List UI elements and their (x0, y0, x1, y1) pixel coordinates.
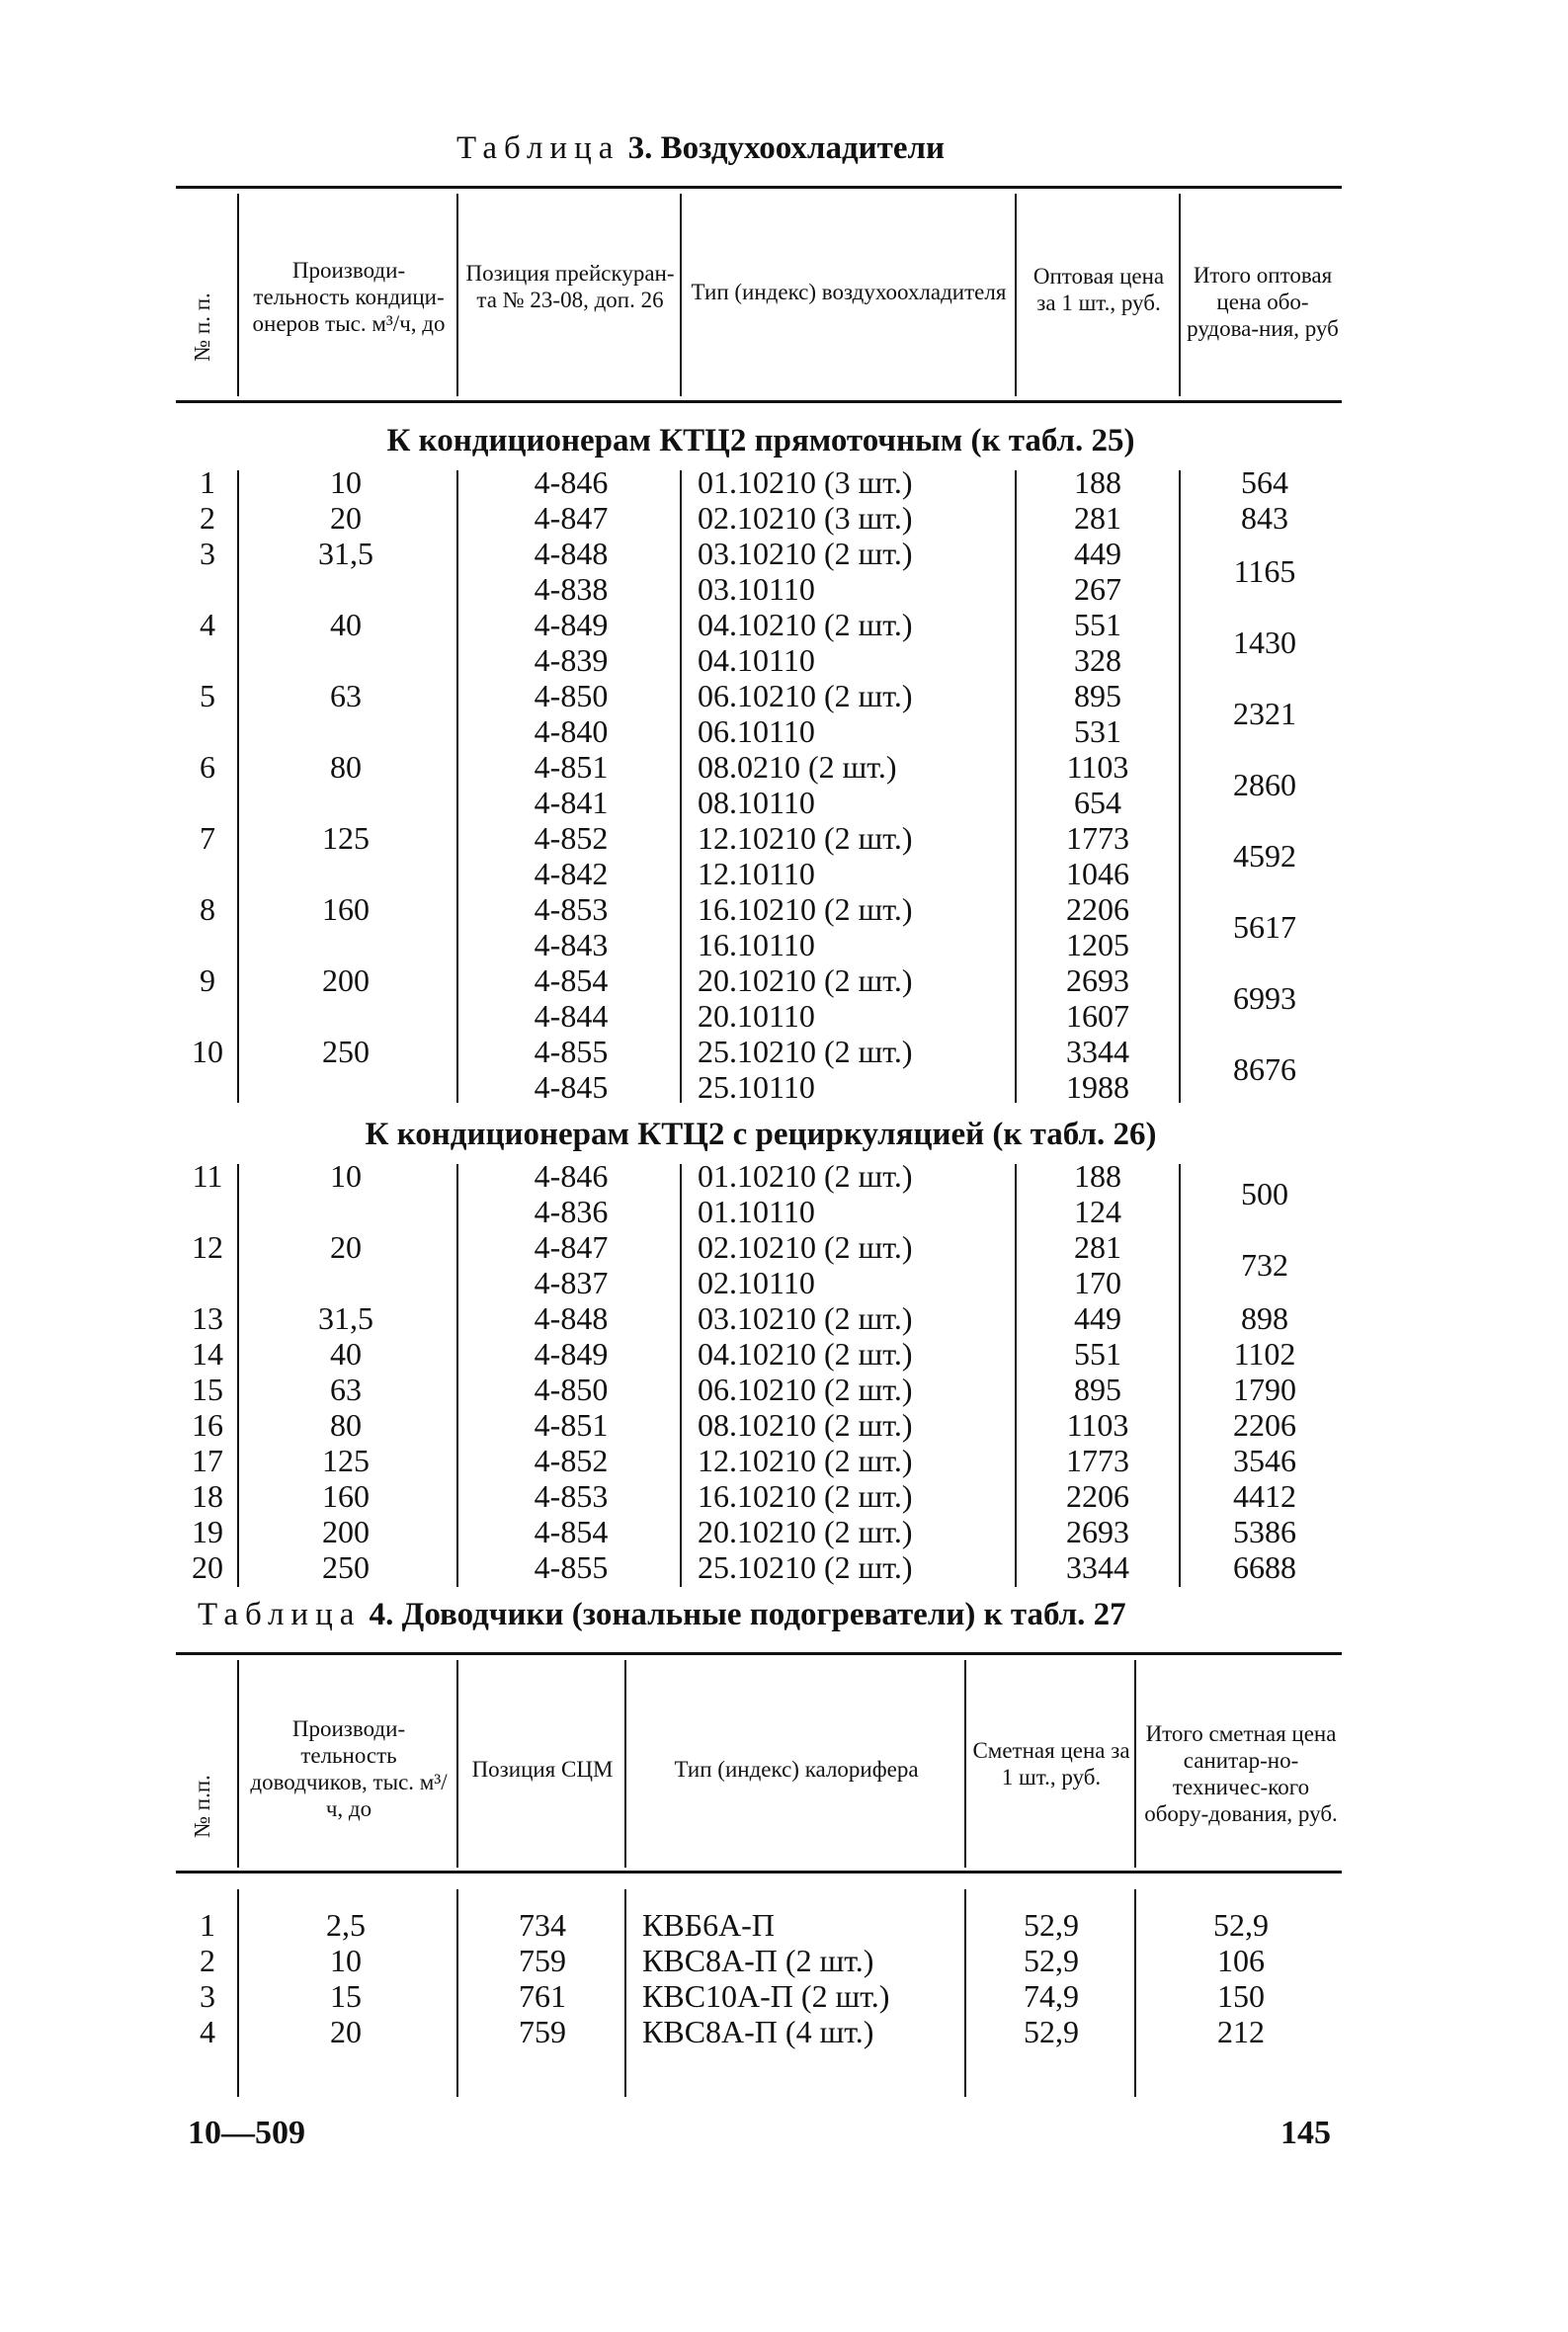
position-cell: 4-853 (534, 1478, 609, 1514)
table3-header-rule (176, 400, 1342, 403)
capacity-cell: 80 (330, 1407, 362, 1443)
total-cell: 898 (1241, 1300, 1288, 1336)
position-cell: 4-855 (534, 1549, 609, 1585)
type-cell: 08.10110 (698, 785, 815, 820)
table3-header-divider (456, 194, 458, 396)
position-cell: 4-843 (534, 927, 609, 962)
position-cell: 759 (519, 1943, 566, 1978)
table4-header-rule (176, 1871, 1342, 1874)
price-cell: 895 (1074, 1372, 1121, 1407)
table3-caption-title: 3. Воздухоохладители (627, 130, 946, 166)
position-cell: 4-850 (534, 678, 609, 713)
total-cell: 106 (1217, 1943, 1265, 1978)
type-cell: 16.10110 (698, 927, 815, 962)
table3-column-divider (237, 1164, 239, 1587)
table4-header-divider (1134, 1660, 1136, 1868)
table4-caption (198, 1597, 1126, 1633)
table4-top-rule (176, 1652, 1342, 1655)
price-cell: 2693 (1066, 1514, 1129, 1549)
position-cell: 4-855 (534, 1034, 609, 1069)
position-cell: 4-846 (534, 464, 609, 500)
capacity-cell: 125 (322, 820, 370, 856)
type-cell: 02.10210 (3 шт.) (698, 500, 913, 536)
price-cell: 281 (1074, 500, 1121, 536)
table3-top-rule (176, 186, 1342, 189)
row-number: 5 (200, 678, 215, 713)
type-cell: 06.10210 (2 шт.) (698, 678, 913, 713)
table3-header-price: Оптовая цена за 1 шт., руб. (1032, 264, 1165, 315)
capacity-cell: 200 (322, 962, 370, 998)
capacity-cell: 20 (330, 500, 362, 536)
capacity-cell: 63 (330, 1372, 362, 1407)
table4-header-num: № п.п. (190, 1775, 214, 1838)
position-cell: 4-844 (534, 998, 609, 1034)
table3-section1: К кондиционерам КТЦ2 прямоточным (к табл. 25) (386, 423, 1135, 458)
type-cell: 04.10110 (698, 642, 815, 678)
capacity-cell: 40 (330, 607, 362, 642)
price-cell: 1773 (1066, 1443, 1129, 1478)
table4-header-capacity: Производи-тельность доводчиков, тыс. м³/ч, до (250, 1716, 448, 1821)
type-cell: КВБ6А-П (642, 1907, 775, 1943)
price-cell: 328 (1074, 642, 1121, 678)
position-cell: 4-836 (534, 1194, 609, 1229)
type-cell: 20.10210 (2 шт.) (698, 1514, 913, 1549)
type-cell: 01.10210 (2 шт.) (698, 1158, 913, 1194)
type-cell: КВС8А-П (2 шт.) (642, 1943, 874, 1978)
total-cell: 52,9 (1213, 1907, 1269, 1943)
position-cell: 759 (519, 2014, 566, 2049)
total-cell: 2206 (1233, 1407, 1296, 1443)
capacity-cell: 160 (322, 1478, 370, 1514)
price-cell: 1607 (1066, 998, 1129, 1034)
position-cell: 4-842 (534, 856, 609, 891)
position-cell: 4-854 (534, 962, 609, 998)
position-cell: 4-847 (534, 1229, 609, 1265)
capacity-cell: 160 (322, 891, 370, 927)
position-cell: 4-849 (534, 607, 609, 642)
table4-header-price: Сметная цена за 1 шт., руб. (972, 1738, 1130, 1790)
type-cell: 01.10110 (698, 1194, 815, 1229)
price-cell: 3344 (1066, 1549, 1129, 1585)
row-number: 3 (200, 536, 215, 571)
total-cell: 4592 (1233, 838, 1296, 874)
table4-header-divider (964, 1660, 966, 1868)
table4-caption-title: 4. Доводчики (зональные подогреватели) к табл. 27 (369, 1597, 1126, 1632)
total-cell: 5617 (1233, 909, 1296, 945)
type-cell: 06.10210 (2 шт.) (698, 1372, 913, 1407)
total-cell: 564 (1241, 464, 1288, 500)
capacity-cell: 250 (322, 1549, 370, 1585)
table3-column-divider (1179, 1164, 1181, 1587)
type-cell: 03.10110 (698, 571, 815, 607)
total-cell: 150 (1217, 1978, 1265, 2014)
price-cell: 449 (1074, 1300, 1121, 1336)
total-cell: 8676 (1233, 1051, 1296, 1087)
capacity-cell: 80 (330, 749, 362, 785)
price-cell: 1103 (1066, 1407, 1129, 1443)
price-cell: 3344 (1066, 1034, 1129, 1069)
price-cell: 1046 (1066, 856, 1129, 891)
price-cell: 895 (1074, 678, 1121, 713)
row-number: 14 (192, 1336, 223, 1372)
capacity-cell: 31,5 (318, 536, 373, 571)
table4-caption-word: Таблица (198, 1597, 362, 1632)
row-number: 8 (200, 891, 215, 927)
capacity-cell: 20 (330, 2014, 362, 2049)
row-number: 4 (200, 607, 215, 642)
capacity-cell: 250 (322, 1034, 370, 1069)
price-cell: 1988 (1066, 1069, 1129, 1105)
type-cell: 02.10210 (2 шт.) (698, 1229, 913, 1265)
type-cell: 25.10210 (2 шт.) (698, 1034, 913, 1069)
total-cell: 212 (1217, 2014, 1265, 2049)
price-cell: 52,9 (1024, 2014, 1079, 2049)
capacity-cell: 125 (322, 1443, 370, 1478)
position-cell: 4-848 (534, 536, 609, 571)
row-number: 17 (192, 1443, 223, 1478)
table3-header-divider (1015, 194, 1017, 396)
total-cell: 3546 (1233, 1443, 1296, 1478)
type-cell: 12.10210 (2 шт.) (698, 1443, 913, 1478)
table4-header-total: Итого сметная цена санитар-но-техничес-кого обору-дования, руб. (1144, 1721, 1338, 1826)
price-cell: 551 (1074, 607, 1121, 642)
price-cell: 124 (1074, 1194, 1121, 1229)
capacity-cell: 10 (330, 1943, 362, 1978)
price-cell: 170 (1074, 1265, 1121, 1300)
total-cell: 1430 (1233, 625, 1296, 660)
table3-column-divider (1179, 470, 1181, 1103)
page-signature: 10—509 (188, 2115, 305, 2151)
position-cell: 4-852 (534, 1443, 609, 1478)
capacity-cell: 10 (330, 464, 362, 500)
position-cell: 4-840 (534, 713, 609, 749)
position-cell: 4-847 (534, 500, 609, 536)
position-cell: 4-838 (534, 571, 609, 607)
type-cell: 20.10110 (698, 998, 815, 1034)
type-cell: 08.10210 (2 шт.) (698, 1407, 913, 1443)
type-cell: 08.0210 (2 шт.) (698, 749, 897, 785)
total-cell: 843 (1241, 500, 1288, 536)
table4-column-divider (964, 1889, 966, 2097)
table3-column-divider (680, 470, 682, 1103)
table3-column-divider (1015, 470, 1017, 1103)
capacity-cell: 20 (330, 1229, 362, 1265)
row-number: 20 (192, 1549, 223, 1585)
table3-header-capacity: Производи-тельность кондици-онеров тыс. м³/ч, до (252, 257, 446, 336)
type-cell: 03.10210 (2 шт.) (698, 1300, 913, 1336)
row-number: 19 (192, 1514, 223, 1549)
price-cell: 188 (1074, 464, 1121, 500)
type-cell: 12.10110 (698, 856, 815, 891)
table3-header-type: Тип (индекс) воздухоохладителя (691, 279, 1007, 304)
price-cell: 2693 (1066, 962, 1129, 998)
position-cell: 4-845 (534, 1069, 609, 1105)
row-number: 12 (192, 1229, 223, 1265)
row-number: 2 (200, 1943, 215, 1978)
table4-column-divider (237, 1889, 239, 2097)
total-cell: 6993 (1233, 980, 1296, 1016)
row-number: 6 (200, 749, 215, 785)
total-cell: 2321 (1233, 696, 1296, 731)
row-number: 18 (192, 1478, 223, 1514)
price-cell: 2206 (1066, 1478, 1129, 1514)
table3-header-position: Позиция прейскуран-та № 23-08, доп. 26 (465, 261, 675, 312)
position-cell: 4-841 (534, 785, 609, 820)
position-cell: 4-851 (534, 749, 609, 785)
table4-header-divider (624, 1660, 626, 1868)
position-cell: 4-837 (534, 1265, 609, 1300)
price-cell: 267 (1074, 571, 1121, 607)
row-number: 10 (192, 1034, 223, 1069)
price-cell: 449 (1074, 536, 1121, 571)
total-cell: 5386 (1233, 1514, 1296, 1549)
price-cell: 551 (1074, 1336, 1121, 1372)
table3-caption (456, 130, 945, 167)
table4-header-position: Позиция СЦМ (471, 1756, 614, 1782)
row-number: 2 (200, 500, 215, 536)
total-cell: 2860 (1233, 767, 1296, 802)
capacity-cell: 31,5 (318, 1300, 373, 1336)
price-cell: 188 (1074, 1158, 1121, 1194)
table3-header-divider (1179, 194, 1181, 396)
table3-header-divider (237, 194, 239, 396)
total-cell: 1790 (1233, 1372, 1296, 1407)
type-cell: 04.10210 (2 шт.) (698, 1336, 913, 1372)
type-cell: 16.10210 (2 шт.) (698, 1478, 913, 1514)
table4-header-divider (456, 1660, 458, 1868)
capacity-cell: 15 (330, 1978, 362, 2014)
page-number: 145 (1280, 2115, 1331, 2151)
position-cell: 4-851 (534, 1407, 609, 1443)
row-number: 4 (200, 2014, 215, 2049)
position-cell: 4-839 (534, 642, 609, 678)
capacity-cell: 10 (330, 1158, 362, 1194)
position-cell: 4-846 (534, 1158, 609, 1194)
price-cell: 52,9 (1024, 1907, 1079, 1943)
total-cell: 6688 (1233, 1549, 1296, 1585)
position-cell: 4-850 (534, 1372, 609, 1407)
type-cell: КВС10А-П (2 шт.) (642, 1978, 890, 2014)
table4-column-divider (1134, 1889, 1136, 2097)
position-cell: 4-853 (534, 891, 609, 927)
capacity-cell: 200 (322, 1514, 370, 1549)
row-number: 1 (200, 464, 215, 500)
table4-column-divider (456, 1889, 458, 2097)
table3-caption-word: Таблица (456, 130, 620, 166)
total-cell: 500 (1241, 1176, 1288, 1211)
price-cell: 2206 (1066, 891, 1129, 927)
price-cell: 1205 (1066, 927, 1129, 962)
type-cell: КВС8А-П (4 шт.) (642, 2014, 874, 2049)
row-number: 16 (192, 1407, 223, 1443)
price-cell: 1103 (1066, 749, 1129, 785)
total-cell: 1102 (1233, 1336, 1296, 1372)
table3-header-total: Итого оптовая цена обо-рудова-ния, руб (1187, 262, 1339, 341)
table3-header-divider (680, 194, 682, 396)
position-cell: 761 (519, 1978, 566, 2014)
type-cell: 02.10110 (698, 1265, 815, 1300)
type-cell: 04.10210 (2 шт.) (698, 607, 913, 642)
table3-header-num: № п. п. (190, 292, 214, 362)
total-cell: 1165 (1233, 553, 1296, 589)
type-cell: 01.10210 (3 шт.) (698, 464, 913, 500)
capacity-cell: 63 (330, 678, 362, 713)
position-cell: 4-849 (534, 1336, 609, 1372)
price-cell: 281 (1074, 1229, 1121, 1265)
table3-column-divider (1015, 1164, 1017, 1587)
table3-column-divider (456, 1164, 458, 1587)
price-cell: 531 (1074, 713, 1121, 749)
price-cell: 52,9 (1024, 1943, 1079, 1978)
price-cell: 654 (1074, 785, 1121, 820)
table3-section2: К кондиционерам КТЦ2 с рециркуляцией (к табл. 26) (365, 1117, 1157, 1152)
position-cell: 4-848 (534, 1300, 609, 1336)
type-cell: 20.10210 (2 шт.) (698, 962, 913, 998)
position-cell: 734 (519, 1907, 566, 1943)
row-number: 11 (192, 1158, 223, 1194)
table3-column-divider (680, 1164, 682, 1587)
table3-column-divider (237, 470, 239, 1103)
type-cell: 16.10210 (2 шт.) (698, 891, 913, 927)
type-cell: 25.10110 (698, 1069, 815, 1105)
position-cell: 4-854 (534, 1514, 609, 1549)
table3-column-divider (456, 470, 458, 1103)
type-cell: 12.10210 (2 шт.) (698, 820, 913, 856)
row-number: 7 (200, 820, 215, 856)
row-number: 9 (200, 962, 215, 998)
position-cell: 4-852 (534, 820, 609, 856)
table4-column-divider (624, 1889, 626, 2097)
price-cell: 74,9 (1024, 1978, 1079, 2014)
type-cell: 03.10210 (2 шт.) (698, 536, 913, 571)
total-cell: 4412 (1233, 1478, 1296, 1514)
price-cell: 1773 (1066, 820, 1129, 856)
total-cell: 732 (1241, 1247, 1288, 1283)
row-number: 15 (192, 1372, 223, 1407)
row-number: 3 (200, 1978, 215, 2014)
type-cell: 06.10110 (698, 713, 815, 749)
table4-header-divider (237, 1660, 239, 1868)
capacity-cell: 2,5 (326, 1907, 366, 1943)
capacity-cell: 40 (330, 1336, 362, 1372)
table4-header-type: Тип (индекс) калорифера (674, 1756, 919, 1782)
row-number: 13 (192, 1300, 223, 1336)
type-cell: 25.10210 (2 шт.) (698, 1549, 913, 1585)
row-number: 1 (200, 1907, 215, 1943)
